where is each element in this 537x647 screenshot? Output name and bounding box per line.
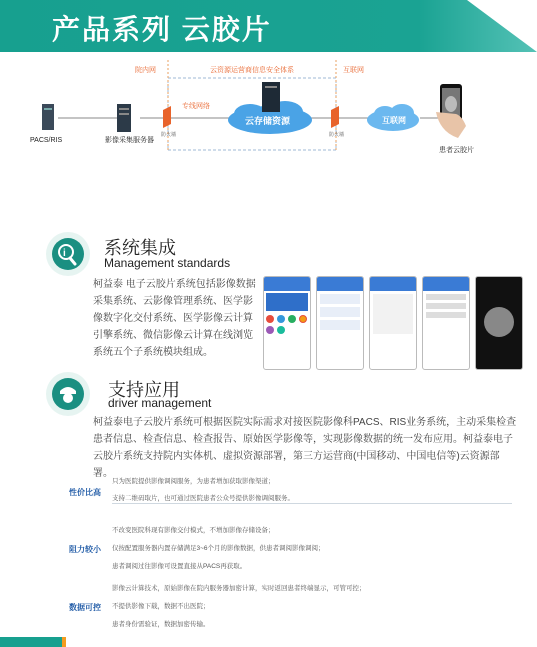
- dedicated-network-label: 专线网络: [182, 103, 210, 110]
- feature-text-2: 影像云计算技术，原始影像在院内服务器加密计算，实时返回患者终端显示，可管可控； 不提供影像下载，数据不出医院； 患者身份需验证，数据加密传输。: [112, 585, 366, 628]
- storage-server-icon: [262, 82, 280, 112]
- acquisition-server-icon: [117, 104, 131, 132]
- integration-subtitle: Management standards: [104, 256, 231, 270]
- svg-text:防火墙: 防火墙: [161, 132, 177, 138]
- phone-screen-report: [369, 276, 417, 370]
- footer-accent: [62, 637, 66, 647]
- support-section-icon: [46, 372, 90, 416]
- internet-label-left: 互联网: [343, 67, 364, 74]
- support-subtitle: driver management: [108, 396, 212, 410]
- phone-screen-image: [475, 276, 523, 370]
- feature-label: 性价比高: [69, 488, 101, 497]
- patient-label: 患者云胶片: [439, 147, 474, 154]
- driver-icon: [52, 378, 84, 410]
- feature-text-0: 只为医院提供影像调阅服务，为患者增加获取影像渠道； 支持二维码取片，也可通过医院患者公众号提供影像调阅服务。: [112, 475, 512, 506]
- cloud-zone-label: 云资源运营商信息安全体系: [210, 67, 294, 74]
- feature-label: 数据可控: [69, 603, 101, 612]
- phone-screen-detail: [422, 276, 470, 370]
- feature-text-1: 不改变医院科现有影像交付模式，不增加影像存储设备； 仅按配置服务器内置存储满足3~6个月的影像数据，供患者调阅影像调阅； 患者调阅过往影像可设置直接从PACS再获取。: [112, 527, 325, 570]
- banner-corner-cut: [467, 0, 537, 52]
- integration-title: 系统集成: [104, 238, 176, 258]
- svg-text:防火墙: 防火墙: [329, 132, 345, 138]
- phone-screen-home: [263, 276, 311, 370]
- cloud-storage-label: 云存储资源: [245, 116, 291, 126]
- network-diagram: [0, 60, 537, 220]
- svg-text:i: i: [63, 248, 66, 259]
- intranet-label: 院内网: [135, 67, 156, 74]
- support-paragraph: 柯益泰电子云胶片系统可根据医院实际需求对接医院影像科PACS、RIS业务系统，主动采集检查患者信息、检查信息、检查报告、原始医学影像等，实现影像数据的统一发布应用。柯益泰电子云胶片系统支持院内实体机、虚拟资源部署，第三方运营商(中国移动、中国电信等)云资源部署。: [93, 417, 517, 479]
- support-title: 支持应用: [108, 380, 180, 400]
- pacs-label: PACS/RIS: [30, 137, 63, 144]
- app-screenshots: [263, 276, 525, 372]
- integration-section-icon: [46, 232, 90, 276]
- footer-bar: [0, 637, 62, 647]
- page-title: 产品系列 云胶片: [52, 14, 272, 45]
- phone-screen-list: [316, 276, 364, 370]
- integration-paragraph: 柯益泰 电子云胶片系统包括影像数据采集系统、云影像管理系统、医学影像数字化交付系统、医学影像云计算引擎系统、微信影像云计算在线浏览系统五个子系统模块组成。: [93, 279, 256, 358]
- internet-cloud-label: 互联网: [382, 116, 406, 125]
- feature-label: 阻力较小: [69, 545, 101, 554]
- server-label: 影像采集服务器: [105, 137, 154, 144]
- touch-info-icon: [52, 238, 84, 270]
- firewall-icon: [331, 106, 339, 128]
- firewall-icon: [163, 106, 171, 128]
- patient-phone-icon: [436, 84, 466, 138]
- pacs-server-icon: [42, 104, 54, 130]
